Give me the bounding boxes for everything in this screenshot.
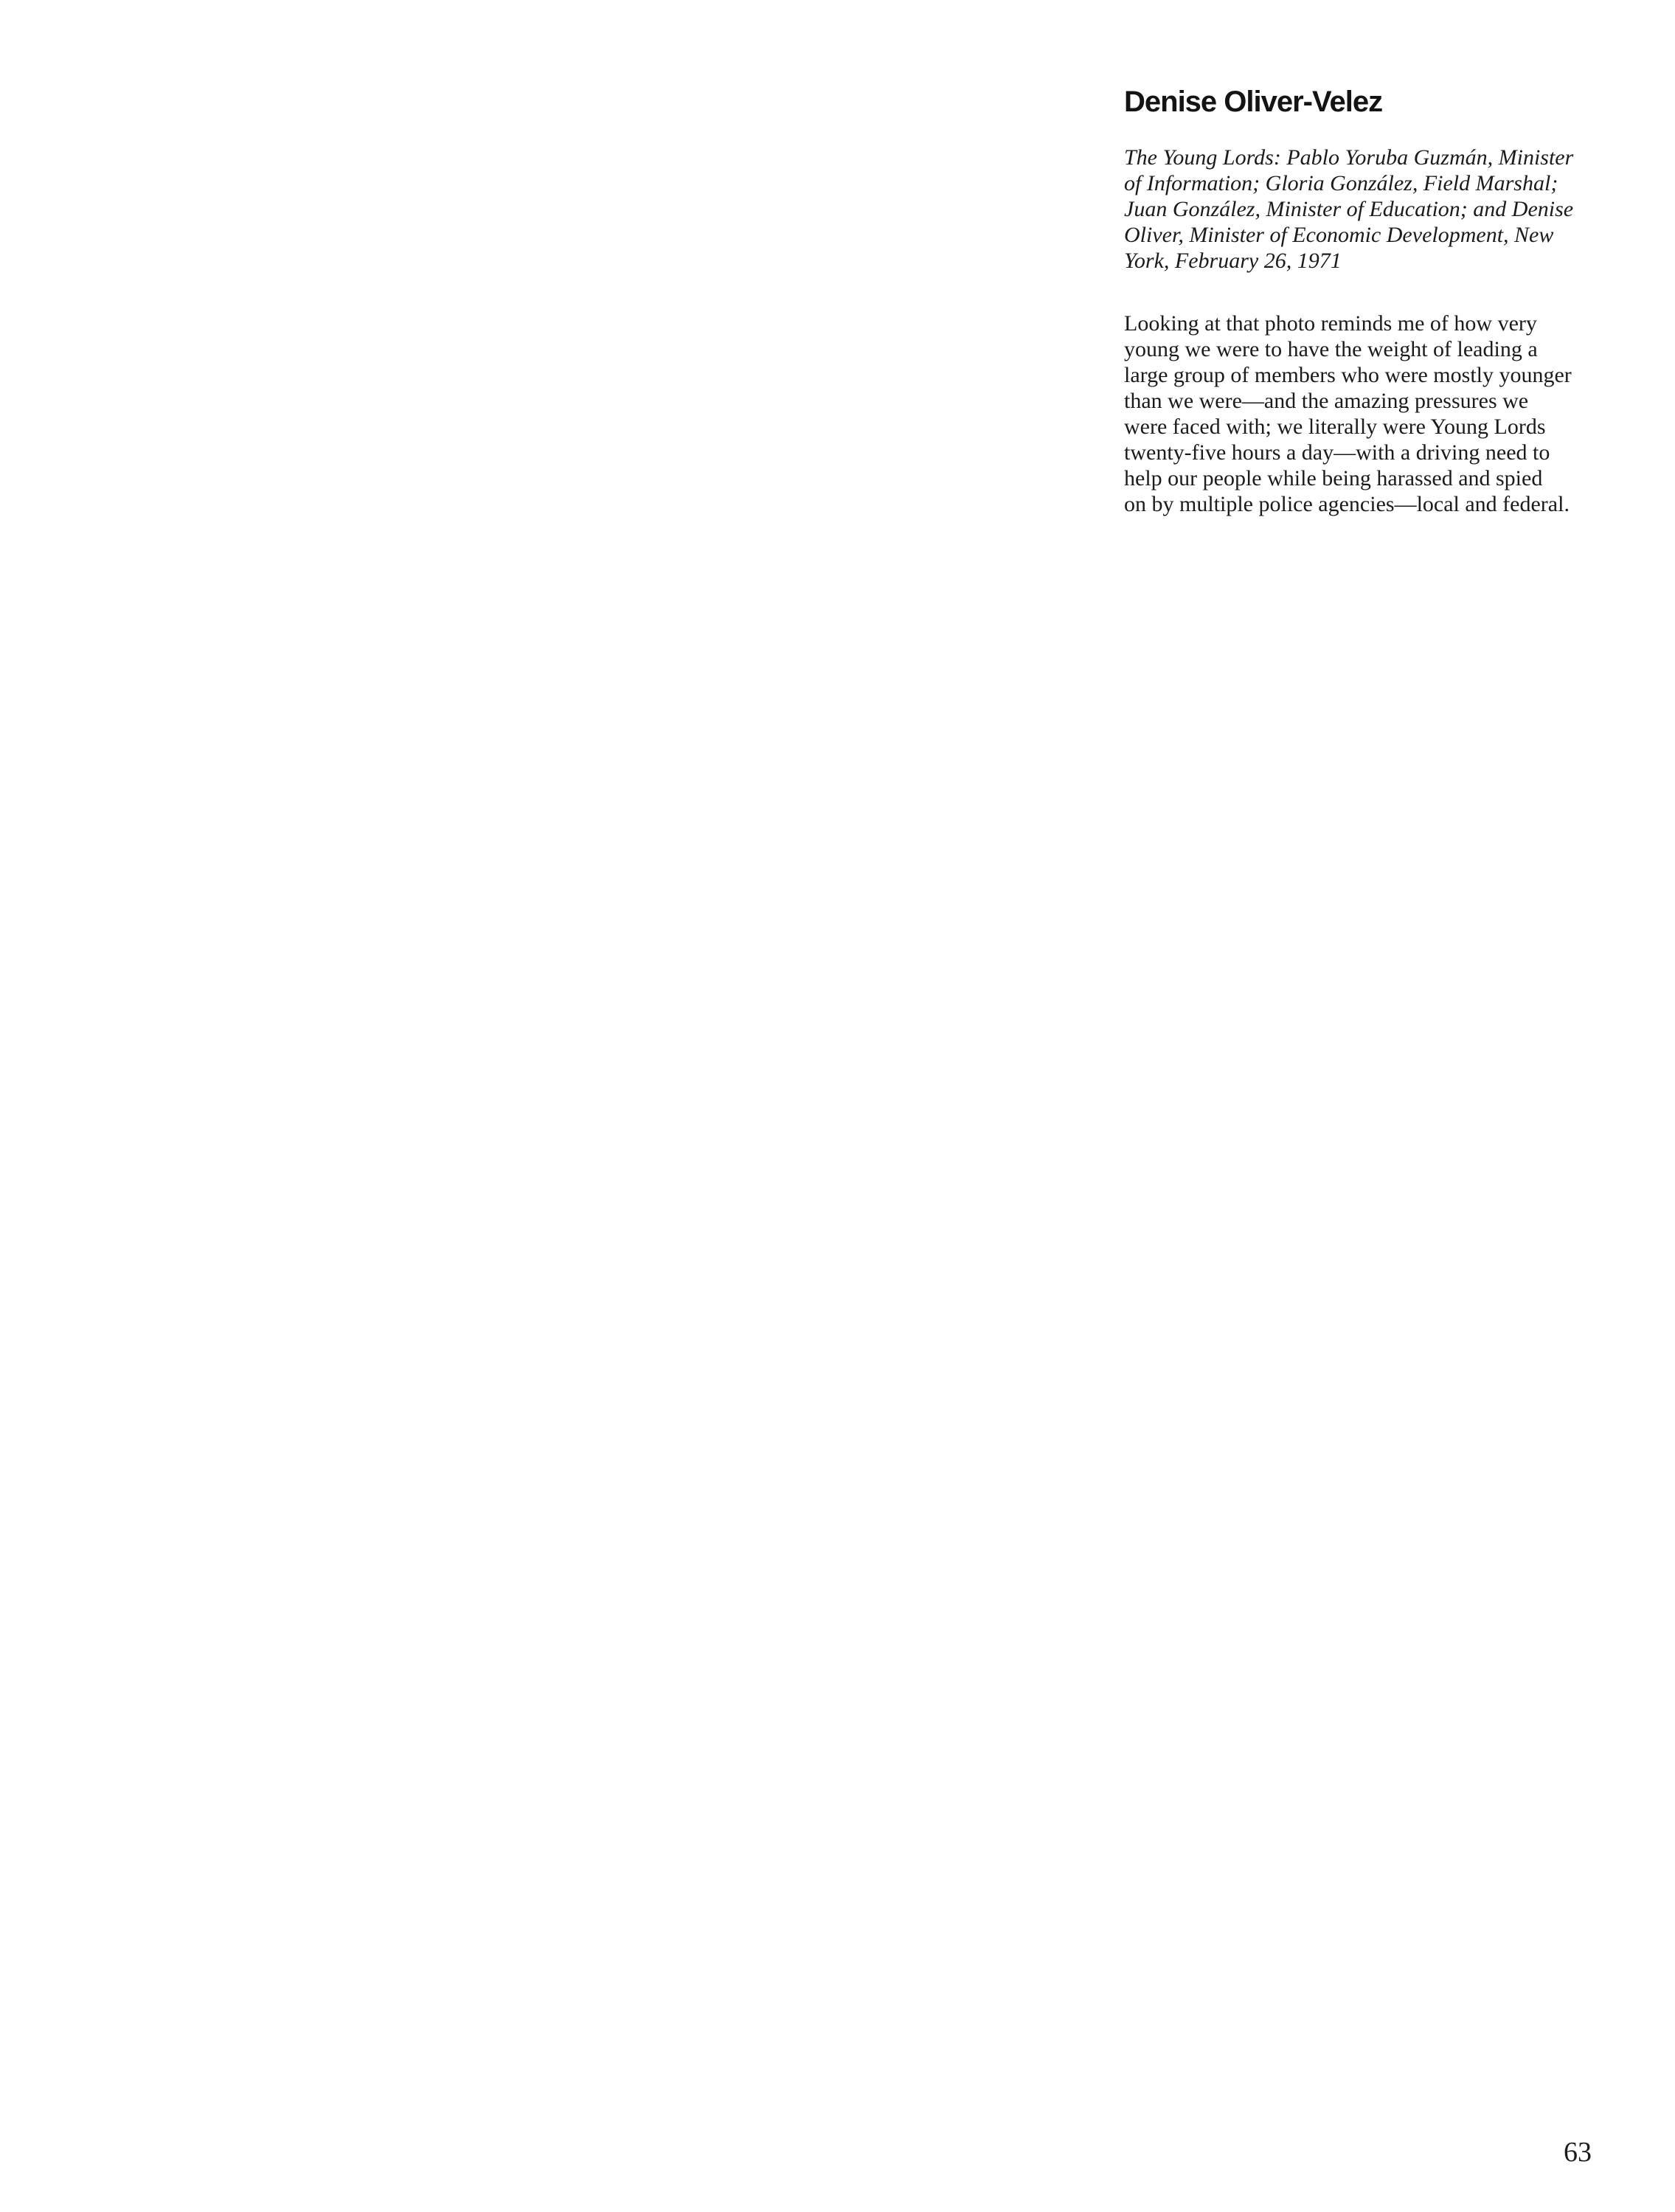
text-line: young we were to have the weight of leading a (1124, 337, 1538, 361)
text-line: twenty-five hours a day—with a driving need to (1124, 440, 1550, 465)
text-line: The Young Lords: Pablo Yoruba Guzmán, Minister (1124, 145, 1574, 170)
body-paragraph (1124, 311, 1605, 517)
text-line: on by multiple police agencies—local and federal. (1124, 492, 1570, 516)
page-title: Denise Oliver-Velez (1124, 86, 1383, 118)
text-line: Looking at that photo reminds me of how very (1124, 311, 1537, 336)
text-line: were faced with; we literally were Young Lords (1124, 415, 1546, 439)
text-line: Juan González, Minister of Education; and Denise (1124, 197, 1574, 221)
text-column (1124, 87, 1605, 517)
text-line: than we were—and the amazing pressures we (1124, 389, 1529, 413)
page-number: 63 (1564, 2137, 1592, 2168)
text-line: help our people while being harassed and spied (1124, 466, 1543, 490)
text-line: large group of members who were mostly younger (1124, 363, 1572, 387)
text-line: Oliver, Minister of Economic Development, New (1124, 223, 1554, 247)
text-line: of Information; Gloria González, Field Marshal; (1124, 171, 1558, 195)
photo-caption (1124, 145, 1605, 274)
text-line: York, February 26, 1971 (1124, 249, 1342, 273)
